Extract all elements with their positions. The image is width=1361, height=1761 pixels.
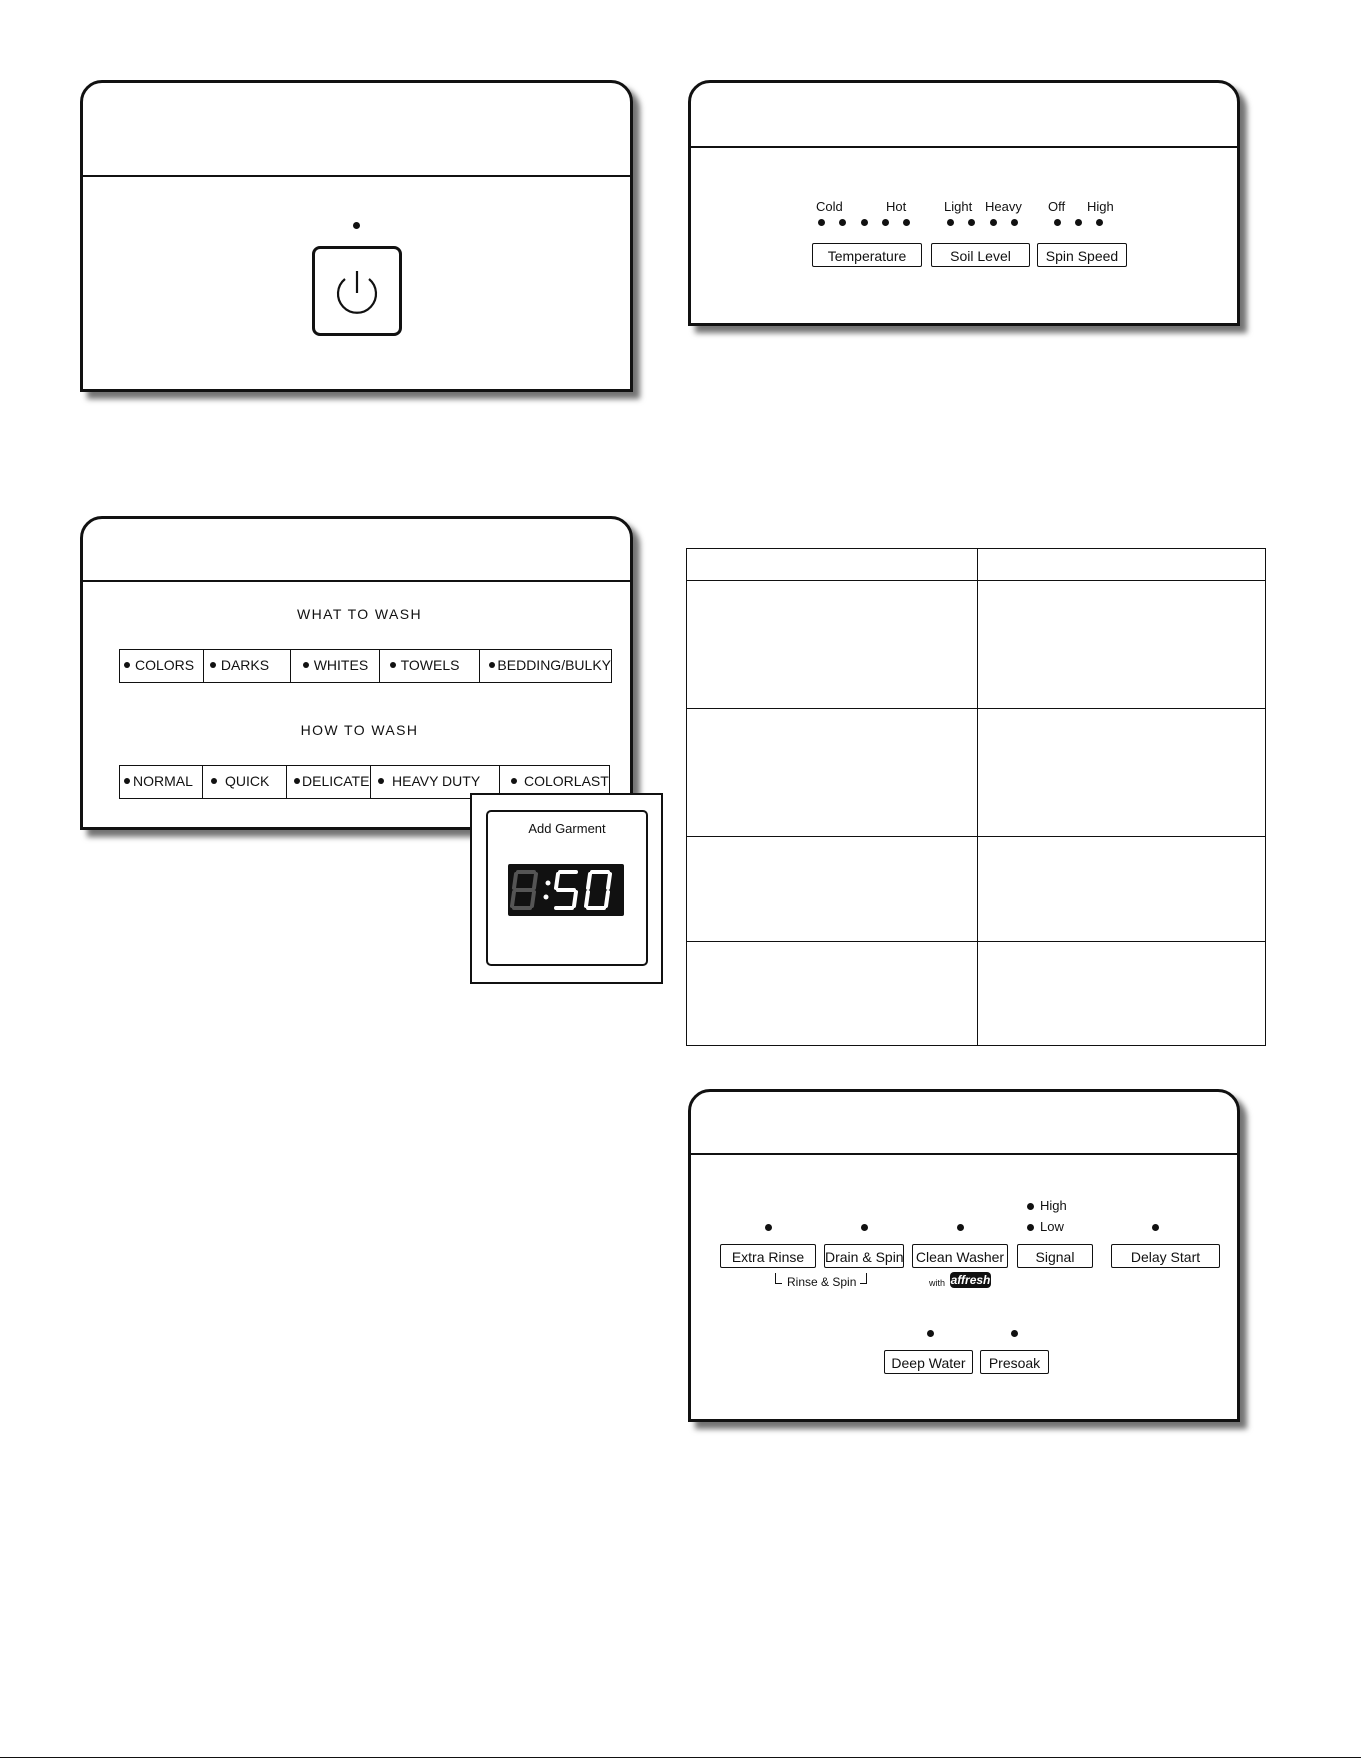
temperature-button[interactable]: Temperature bbox=[812, 243, 922, 267]
cycle-indicator bbox=[124, 778, 130, 784]
table-cell bbox=[687, 942, 978, 1046]
soil-heavy-label: Heavy bbox=[985, 199, 1022, 214]
spin-indicator-1 bbox=[1054, 219, 1061, 226]
deep-water-indicator bbox=[927, 1330, 934, 1337]
cycle-label: WHITES bbox=[313, 657, 369, 673]
temp-indicator-1 bbox=[818, 219, 825, 226]
lit-segments bbox=[556, 872, 610, 908]
table-cell bbox=[687, 837, 978, 942]
signal-low-label: Low bbox=[1040, 1219, 1064, 1234]
table-cell bbox=[978, 837, 1266, 942]
cycle-colors-button[interactable] bbox=[120, 650, 204, 682]
soil-level-button[interactable]: Soil Level bbox=[931, 243, 1030, 267]
cycle-label: TOWELS bbox=[400, 657, 460, 673]
extra-rinse-indicator bbox=[765, 1224, 772, 1231]
cycle-indicator bbox=[211, 778, 217, 784]
soil-indicator-1 bbox=[947, 219, 954, 226]
cycle-delicate-button[interactable] bbox=[287, 766, 371, 798]
power-icon bbox=[315, 249, 399, 333]
time-display bbox=[508, 864, 624, 916]
signal-high-label: High bbox=[1040, 1198, 1067, 1213]
delay-start-indicator bbox=[1152, 1224, 1159, 1231]
soil-indicator-2 bbox=[968, 219, 975, 226]
cycle-indicator bbox=[390, 662, 396, 668]
table-cell bbox=[978, 549, 1266, 581]
panel-divider bbox=[691, 1153, 1237, 1155]
add-garment-label: Add Garment bbox=[528, 821, 606, 836]
table-header-row bbox=[687, 549, 1266, 581]
cycle-label: COLORS bbox=[135, 657, 195, 673]
table-cell bbox=[687, 709, 978, 837]
cycle-indicator bbox=[124, 662, 130, 668]
affresh-logo bbox=[950, 1272, 991, 1288]
cycle-bedding-bulky-button[interactable] bbox=[480, 650, 611, 682]
page-bottom-rule bbox=[0, 1757, 1361, 1758]
spin-indicator-3 bbox=[1096, 219, 1103, 226]
cycle-label: COLORLAST bbox=[524, 773, 609, 789]
power-panel bbox=[80, 80, 633, 392]
cycle-label: NORMAL bbox=[133, 773, 193, 789]
clean-washer-button[interactable]: Clean Washer bbox=[912, 1244, 1008, 1268]
delay-start-button[interactable]: Delay Start bbox=[1111, 1244, 1220, 1268]
bracket-right bbox=[860, 1273, 867, 1284]
table-cell bbox=[687, 581, 978, 709]
temp-indicator-2 bbox=[839, 219, 846, 226]
what-to-wash-heading: WHAT TO WASH bbox=[297, 606, 422, 622]
rinse-spin-label: Rinse & Spin bbox=[787, 1275, 857, 1289]
cycle-normal-button[interactable] bbox=[120, 766, 203, 798]
panel-divider bbox=[83, 175, 630, 177]
temp-cold-label: Cold bbox=[816, 199, 843, 214]
signal-high-indicator bbox=[1027, 1203, 1034, 1210]
cycle-indicator bbox=[294, 778, 300, 784]
table-row bbox=[687, 581, 1266, 709]
presoak-button[interactable]: Presoak bbox=[980, 1350, 1049, 1374]
panel-divider bbox=[691, 146, 1237, 148]
table-row bbox=[687, 837, 1266, 942]
display-panel bbox=[470, 793, 663, 984]
cycle-indicator bbox=[210, 662, 216, 668]
power-button[interactable] bbox=[312, 246, 402, 336]
presoak-indicator bbox=[1011, 1330, 1018, 1337]
table-row bbox=[687, 942, 1266, 1046]
options-panel bbox=[688, 1089, 1240, 1422]
cycle-indicator bbox=[378, 778, 384, 784]
cycle-label: HEAVY DUTY bbox=[392, 773, 481, 789]
with-label: with bbox=[929, 1278, 946, 1288]
panel-divider bbox=[83, 580, 630, 582]
display-inner-frame bbox=[486, 810, 648, 966]
signal-low-indicator bbox=[1027, 1224, 1034, 1231]
cycle-indicator bbox=[303, 662, 309, 668]
power-indicator-light bbox=[353, 222, 360, 229]
spin-indicator-2 bbox=[1075, 219, 1082, 226]
temp-indicator-4 bbox=[882, 219, 889, 226]
table-row bbox=[687, 709, 1266, 837]
clean-washer-indicator bbox=[957, 1224, 964, 1231]
rinse-spin-bracket bbox=[775, 1273, 867, 1289]
cycle-quick-button[interactable] bbox=[203, 766, 287, 798]
temp-hot-label: Hot bbox=[886, 199, 907, 214]
colon-dots bbox=[544, 881, 551, 900]
table-cell bbox=[978, 942, 1266, 1046]
table-cell bbox=[687, 549, 978, 581]
cycle-label: DELICATE bbox=[302, 773, 370, 789]
soil-indicator-4 bbox=[1011, 219, 1018, 226]
soil-indicator-3 bbox=[990, 219, 997, 226]
table-cell bbox=[978, 709, 1266, 837]
cycle-darks-button[interactable] bbox=[204, 650, 291, 682]
settings-panel bbox=[688, 80, 1240, 326]
drain-spin-indicator bbox=[861, 1224, 868, 1231]
info-table bbox=[686, 548, 1266, 1046]
cycle-label: DARKS bbox=[220, 657, 270, 673]
cycle-panel bbox=[80, 516, 633, 830]
dim-segments bbox=[512, 872, 536, 908]
cycle-whites-button[interactable] bbox=[291, 650, 380, 682]
deep-water-button[interactable]: Deep Water bbox=[884, 1350, 973, 1374]
spin-speed-button[interactable]: Spin Speed bbox=[1037, 243, 1127, 267]
what-to-wash-row bbox=[119, 649, 612, 683]
cycle-towels-button[interactable] bbox=[380, 650, 481, 682]
cycle-label: BEDDING/BULKY bbox=[497, 657, 611, 673]
cycle-indicator bbox=[511, 778, 517, 784]
temp-indicator-5 bbox=[903, 219, 910, 226]
soil-light-label: Light bbox=[944, 199, 973, 214]
cycle-indicator bbox=[489, 662, 495, 668]
spin-off-label: Off bbox=[1048, 199, 1066, 214]
cycle-label: QUICK bbox=[225, 773, 270, 789]
extra-rinse-button[interactable]: Extra Rinse bbox=[720, 1244, 816, 1268]
bracket-left bbox=[775, 1273, 782, 1284]
temp-indicator-3 bbox=[861, 219, 868, 226]
seven-segment-digits bbox=[508, 864, 624, 916]
drain-spin-button[interactable]: Drain & Spin bbox=[824, 1244, 904, 1268]
how-to-wash-heading: HOW TO WASH bbox=[300, 722, 419, 738]
affresh-logo-text: affresh bbox=[950, 1273, 991, 1287]
signal-button[interactable]: Signal bbox=[1017, 1244, 1093, 1268]
table-cell bbox=[978, 581, 1266, 709]
spin-high-label: High bbox=[1087, 199, 1114, 214]
